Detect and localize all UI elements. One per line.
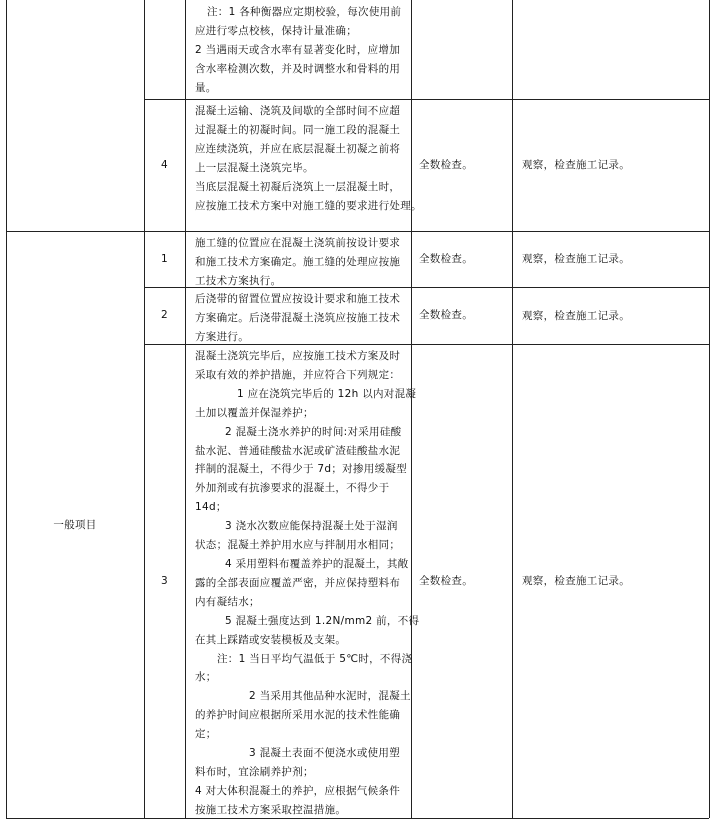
item-number: 2 (161, 309, 168, 322)
inspection-method: 观察，检查施工记录。 (522, 309, 630, 322)
table-border-right (709, 0, 710, 818)
item-number: 1 (161, 252, 168, 265)
requirement-line: 水； (195, 671, 217, 684)
requirement-line: 的养护时间应根据所采用水泥的技术性能确 (195, 709, 401, 722)
requirement-line: 注：1 各种衡器应定期校验，每次使用前 (207, 6, 402, 18)
requirement-line: 施工缝的位置应在混凝土浇筑前按设计要求 (195, 237, 401, 249)
inspection-method: 观察，检查施工记录。 (522, 159, 630, 171)
requirement-line: 外加剂或有抗渗要求的混凝土，不得少于 (195, 482, 390, 495)
requirement-line: 2 当遇雨天或含水率有显著变化时，应增加 (195, 43, 401, 56)
requirement-line: 拌制的混凝土，不得少于 7d；对掺用缓凝型 (195, 463, 407, 476)
requirement-line: 4 采用塑料布覆盖养护的混凝土，其敞 (225, 557, 409, 570)
column-divider (411, 0, 412, 818)
requirement-line: 后浇带的留置位置应按设计要求和施工技术 (195, 293, 401, 305)
requirement-text (195, 347, 420, 820)
requirement-line: 3 混凝土表面不便浇水或使用塑 (249, 747, 401, 760)
requirement-line: 3 浇水次数应能保持混凝土处于湿润 (225, 520, 398, 533)
group-label: 一般项目 (53, 518, 97, 531)
requirement-line: 当底层混凝土初凝后浇筑上一层混凝土时， (195, 180, 401, 193)
requirement-line: 内有凝结水； (195, 595, 260, 608)
column-divider (185, 0, 186, 818)
requirement-line: 料布时，宜涂刷养护剂； (195, 765, 314, 778)
requirement-line: 在其上踩踏或安装模板及支架。 (195, 633, 347, 646)
requirement-line: 方案进行。 (195, 330, 249, 343)
requirement-line: 混凝土运输、浇筑及间歇的全部时间不应超 (195, 105, 401, 117)
requirement-line: 上一层混凝土浇筑完毕。 (195, 161, 314, 174)
requirement-line: 采取有效的养护措施，并应符合下列规定： (195, 368, 401, 381)
requirement-line: 和施工技术方案确定。施工缝的处理应按施 (195, 255, 401, 268)
requirement-line: 按施工技术方案采取控温措施。 (195, 803, 347, 816)
inspection-method: 观察，检查施工记录。 (522, 575, 630, 587)
requirement-line: 混凝土浇筑完毕后，应按施工技术方案及时 (195, 350, 401, 362)
requirement-line: 4 对大体积混凝土的养护，应根据气候条件 (195, 784, 401, 797)
inspection-quantity: 全数检查。 (419, 252, 473, 265)
requirement-line: 14d； (195, 501, 227, 514)
inspection-quantity: 全数检查。 (419, 158, 473, 171)
requirement-line: 定； (195, 728, 217, 741)
requirement-line: 含水率检测次数，并及时调整水和骨料的用 (195, 62, 401, 75)
inspection-quantity (419, 0, 508, 99)
inspection-quantity: 全数检查。 (419, 574, 473, 587)
requirement-line: 2 混凝土浇水养护的时间:对采用硅酸 (225, 425, 402, 438)
requirement-line: 2 当采用其他品种水泥时，混凝土 (249, 690, 411, 703)
requirement-text (195, 102, 422, 215)
column-divider (512, 0, 513, 818)
requirement-line: 方案确定。后浇带混凝土浇筑应按施工技术 (195, 311, 401, 324)
requirement-line: 工技术方案执行。 (195, 274, 282, 287)
item-number: 3 (161, 574, 168, 587)
requirement-line: 注：1 当日平均气温低于 5℃时，不得浇 (217, 652, 413, 665)
table-border-left (6, 0, 7, 818)
inspection-method: 观察，检查施工记录。 (522, 253, 630, 265)
requirement-line: 量。 (195, 81, 217, 94)
requirement-line: 应进行零点校核，保持计量准确； (195, 24, 357, 37)
requirement-text (195, 234, 407, 291)
requirement-line: 应连续浇筑，并应在底层混凝土初凝之前将 (195, 142, 401, 155)
item-number (144, 0, 185, 99)
requirement-line: 土加以覆盖并保湿养护； (195, 406, 314, 419)
inspection-method (522, 0, 699, 99)
item-number: 4 (161, 158, 168, 171)
requirement-line: 状态；混凝土养护用水应与拌制用水相同； (195, 539, 401, 552)
requirement-text (195, 290, 407, 347)
requirement-line: 露的全部表面应覆盖严密，并应保持塑料布 (195, 576, 401, 589)
requirement-line: 5 混凝土强度达到 1.2N/mm2 前，不得 (225, 614, 420, 627)
requirement-line: 1 应在浇筑完毕后的 12h 以内对混凝 (237, 387, 417, 400)
requirement-line: 过混凝土的初凝时间。同一施工段的混凝土 (195, 123, 401, 136)
inspection-table (6, 0, 709, 818)
requirement-text (195, 3, 407, 98)
requirement-line: 应按施工技术方案中对施工缝的要求进行处理。 (195, 199, 422, 212)
inspection-quantity: 全数检查。 (419, 309, 473, 322)
requirement-line: 盐水泥、普通硅酸盐水泥或矿渣硅酸盐水泥 (195, 444, 401, 457)
